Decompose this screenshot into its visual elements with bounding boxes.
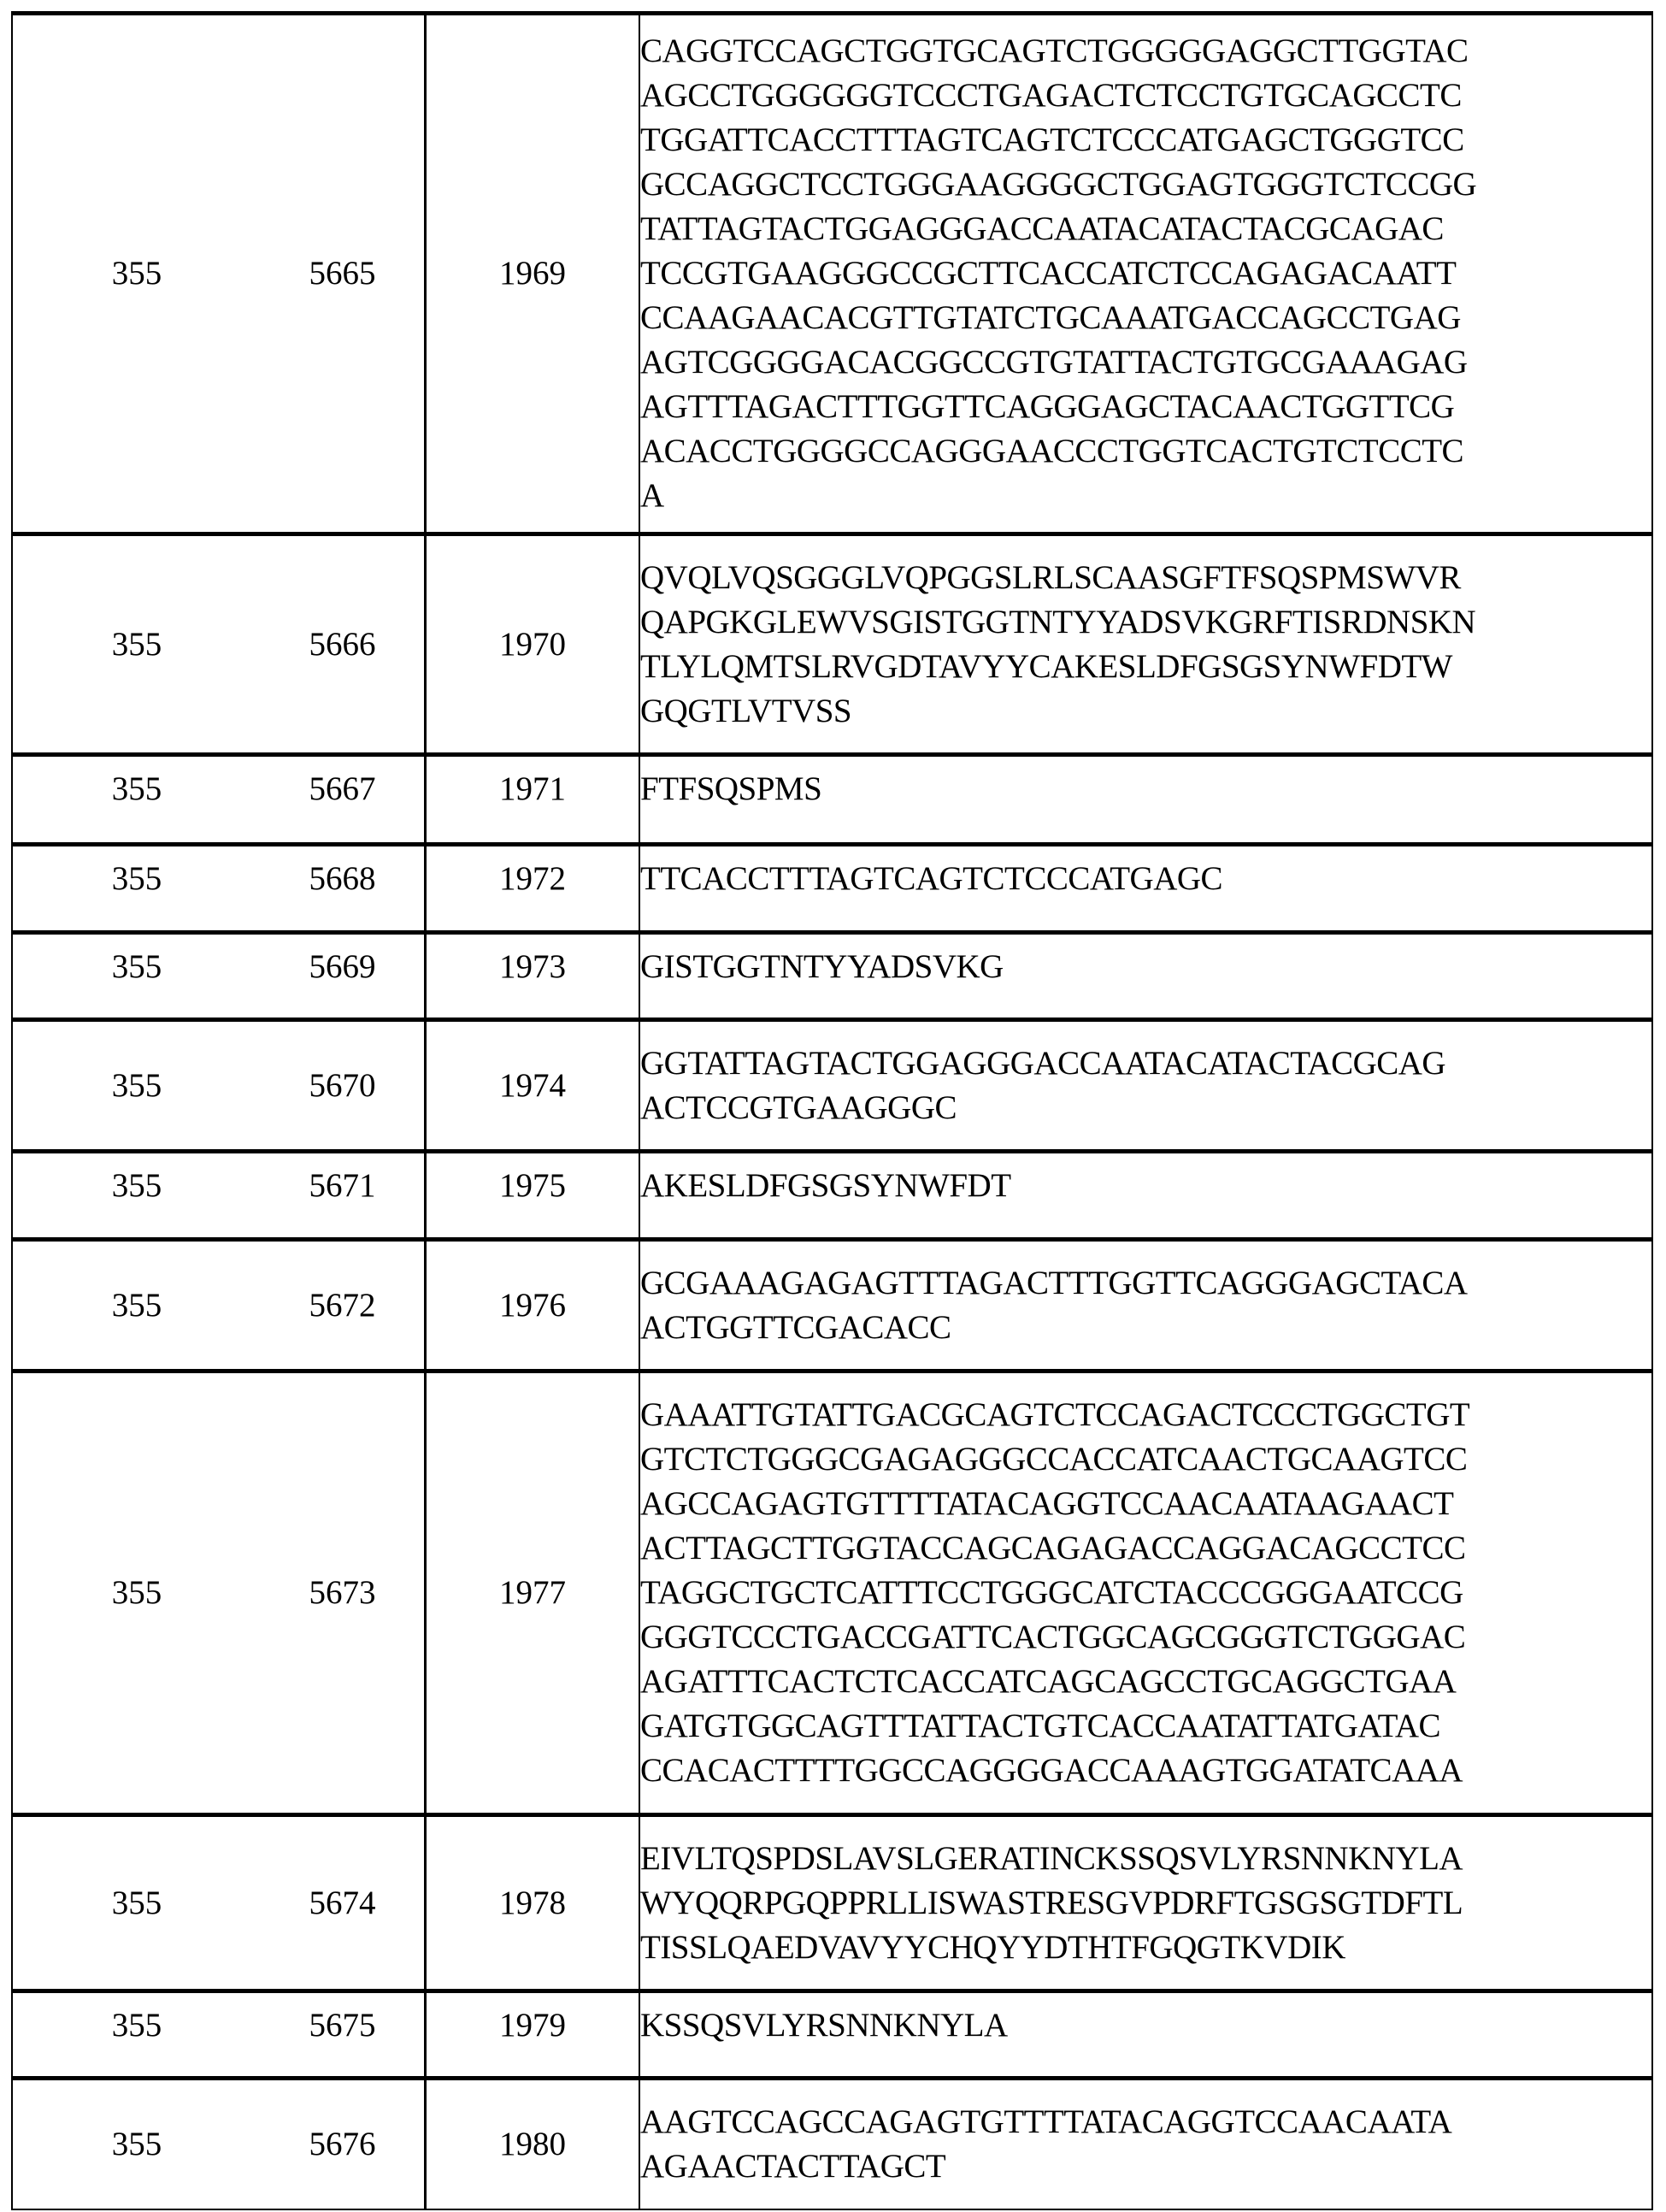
cell-col3: 1980 <box>426 2079 640 2209</box>
sequence-line: A <box>640 477 664 514</box>
sequence-line: WYQQRPGQPPRLLISWASTRESGVPDRFTGSGSGTDFTL <box>640 1884 1463 1921</box>
cell-sequence <box>639 2079 1652 2209</box>
cell-col3: 1971 <box>426 755 640 845</box>
cell-sequence <box>639 534 1652 755</box>
cell-col2: 5669 <box>261 933 426 1020</box>
sequence-line: QAPGKGLEWVSGISTGGTNTYYADSVKGRFTISRDNSKN <box>640 603 1476 640</box>
sequence-line: FTFSQSPMS <box>640 770 822 807</box>
cell-sequence <box>639 933 1652 1020</box>
sequence-line: TCCGTGAAGGGCCGCTTCACCATCTCCAGAGACAATT <box>640 255 1457 292</box>
cell-col1: 355 <box>12 1815 261 1991</box>
cell-col2: 5668 <box>261 845 426 933</box>
sequence-line: AGTCGGGGACACGGCCGTGTATTACTGTGCGAAAGAG <box>640 344 1468 380</box>
sequence-line: ACTCCGTGAAGGGC <box>640 1088 957 1126</box>
cell-col2: 5670 <box>261 1020 426 1152</box>
sequence-line: TGGATTCACCTTTAGTCAGTCTCCCATGAGCTGGGTCC <box>640 121 1464 158</box>
sequence-line: GTCTCTGGGCGAGAGGGCCACCATCAACTGCAAGTCC <box>640 1441 1468 1478</box>
cell-sequence <box>639 845 1652 933</box>
cell-col2: 5672 <box>261 1240 426 1371</box>
sequence-line: GGGTCCCTGACCGATTCACTGGCAGCGGGTCTGGGAC <box>640 1619 1466 1655</box>
table-row <box>12 2079 1652 2209</box>
cell-col1: 355 <box>12 1371 261 1815</box>
cell-col2: 5673 <box>261 1371 426 1815</box>
sequence-line: AGCCTGGGGGGTCCCTGAGACTCTCCTGTGCAGCCTC <box>640 77 1462 114</box>
sequence-line: CCACACTTTTGGCCAGGGGACCAAAGTGGATATCAAA <box>640 1752 1463 1789</box>
cell-col2: 5671 <box>261 1152 426 1240</box>
cell-sequence <box>639 14 1652 534</box>
cell-sequence <box>639 1815 1652 1991</box>
sequence-line: TLYLQMTSLRVGDTAVYYCAKESLDFGSGSYNWFDTW <box>640 647 1452 685</box>
cell-col3: 1977 <box>426 1371 640 1815</box>
sequence-line: GATGTGGCAGTTTATTACTGTCACCAATATTATGATAC <box>640 1708 1441 1744</box>
cell-col1: 355 <box>12 1991 261 2079</box>
sequence-line: AGTTTAGACTTTGGTTCAGGGAGCTACAACTGGTTCG <box>640 388 1455 425</box>
cell-col1: 355 <box>12 933 261 1020</box>
table-row <box>12 1371 1652 1815</box>
cell-col2: 5674 <box>261 1815 426 1991</box>
sequence-line: CAGGTCCAGCTGGTGCAGTCTGGGGGAGGCTTGGTAC <box>640 32 1469 69</box>
table-row <box>12 845 1652 933</box>
sequence-line: GGTATTAGTACTGGAGGGACCAATACATACTACGCAG <box>640 1044 1446 1082</box>
sequence-line: GCGAAAGAGAGTTTAGACTTTGGTTCAGGGAGCTACA <box>640 1264 1468 1301</box>
table-row <box>12 1020 1652 1152</box>
sequence-table <box>11 11 1653 2210</box>
cell-col3: 1978 <box>426 1815 640 1991</box>
sequence-line: ACACCTGGGGCCAGGGAACCCTGGTCACTGTCTCCTC <box>640 433 1464 469</box>
sequence-line: KSSQSVLYRSNNKNYLA <box>640 2007 1008 2044</box>
cell-sequence <box>639 1240 1652 1371</box>
cell-col1: 355 <box>12 1240 261 1371</box>
sequence-line: GAAATTGTATTGACGCAGTCTCCAGACTCCCTGGCTGT <box>640 1396 1470 1433</box>
table-row <box>12 755 1652 845</box>
table-row <box>12 1240 1652 1371</box>
cell-col3: 1976 <box>426 1240 640 1371</box>
cell-sequence <box>639 1020 1652 1152</box>
cell-sequence <box>639 1371 1652 1815</box>
cell-col3: 1975 <box>426 1152 640 1240</box>
sequence-line: TISSLQAEDVAVYYCHQYYDTHTFGQGTKVDIK <box>640 1928 1345 1966</box>
cell-col2: 5667 <box>261 755 426 845</box>
cell-col3: 1973 <box>426 933 640 1020</box>
cell-col1: 355 <box>12 14 261 534</box>
sequence-line: QVQLVQSGGGLVQPGGSLRLSCAASGFTFSQSPMSWVR <box>640 558 1461 596</box>
sequence-line: CCAAGAACACGTTGTATCTGCAAATGACCAGCCTGAG <box>640 299 1461 336</box>
cell-sequence <box>639 755 1652 845</box>
cell-col3: 1969 <box>426 14 640 534</box>
cell-col1: 355 <box>12 1020 261 1152</box>
cell-col3: 1970 <box>426 534 640 755</box>
sequence-line: ACTTAGCTTGGTACCAGCAGAGACCAGGACAGCCTCC <box>640 1530 1466 1566</box>
cell-col3: 1972 <box>426 845 640 933</box>
table-row <box>12 534 1652 755</box>
cell-col1: 355 <box>12 755 261 845</box>
cell-col2: 5665 <box>261 14 426 534</box>
cell-col1: 355 <box>12 2079 261 2209</box>
sequence-line: AAGTCCAGCCAGAGTGTTTTATACAGGTCCAACAATA <box>640 2103 1452 2140</box>
table-row <box>12 1152 1652 1240</box>
cell-col2: 5676 <box>261 2079 426 2209</box>
cell-col2: 5666 <box>261 534 426 755</box>
cell-col3: 1974 <box>426 1020 640 1152</box>
sequence-line: TTCACCTTTAGTCAGTCTCCCATGAGC <box>640 860 1223 897</box>
sequence-line: EIVLTQSPDSLAVSLGERATINCKSSQSVLYRSNNKNYLA <box>640 1839 1463 1877</box>
sequence-line: AKESLDFGSGSYNWFDT <box>640 1167 1011 1204</box>
table-row <box>12 1991 1652 2079</box>
table-row <box>12 1815 1652 1991</box>
cell-col1: 355 <box>12 1152 261 1240</box>
table-row <box>12 14 1652 534</box>
cell-col1: 355 <box>12 534 261 755</box>
sequence-line: TAGGCTGCTCATTTCCTGGGCATCTACCCGGGAATCCG <box>640 1574 1463 1611</box>
sequence-line: GCCAGGCTCCTGGGAAGGGGCTGGAGTGGGTCTCCGG <box>640 166 1477 203</box>
sequence-line: ACTGGTTCGACACC <box>640 1308 951 1346</box>
cell-sequence <box>639 1991 1652 2079</box>
cell-col1: 355 <box>12 845 261 933</box>
sequence-table-body <box>12 14 1652 2209</box>
sequence-line: AGCCAGAGTGTTTTATACAGGTCCAACAATAAGAACT <box>640 1485 1454 1522</box>
table-row <box>12 933 1652 1020</box>
sequence-line: TATTAGTACTGGAGGGACCAATACATACTACGCAGAC <box>640 210 1444 247</box>
sequence-line: AGATTTCACTCTCACCATCAGCAGCCTGCAGGCTGAA <box>640 1663 1457 1700</box>
cell-col2: 5675 <box>261 1991 426 2079</box>
sequence-line: GISTGGTNTYYADSVKG <box>640 948 1004 985</box>
cell-sequence <box>639 1152 1652 1240</box>
sequence-line: GQGTLVTVSS <box>640 692 852 729</box>
cell-col3: 1979 <box>426 1991 640 2079</box>
sequence-line: AGAACTACTTAGCT <box>640 2147 946 2185</box>
